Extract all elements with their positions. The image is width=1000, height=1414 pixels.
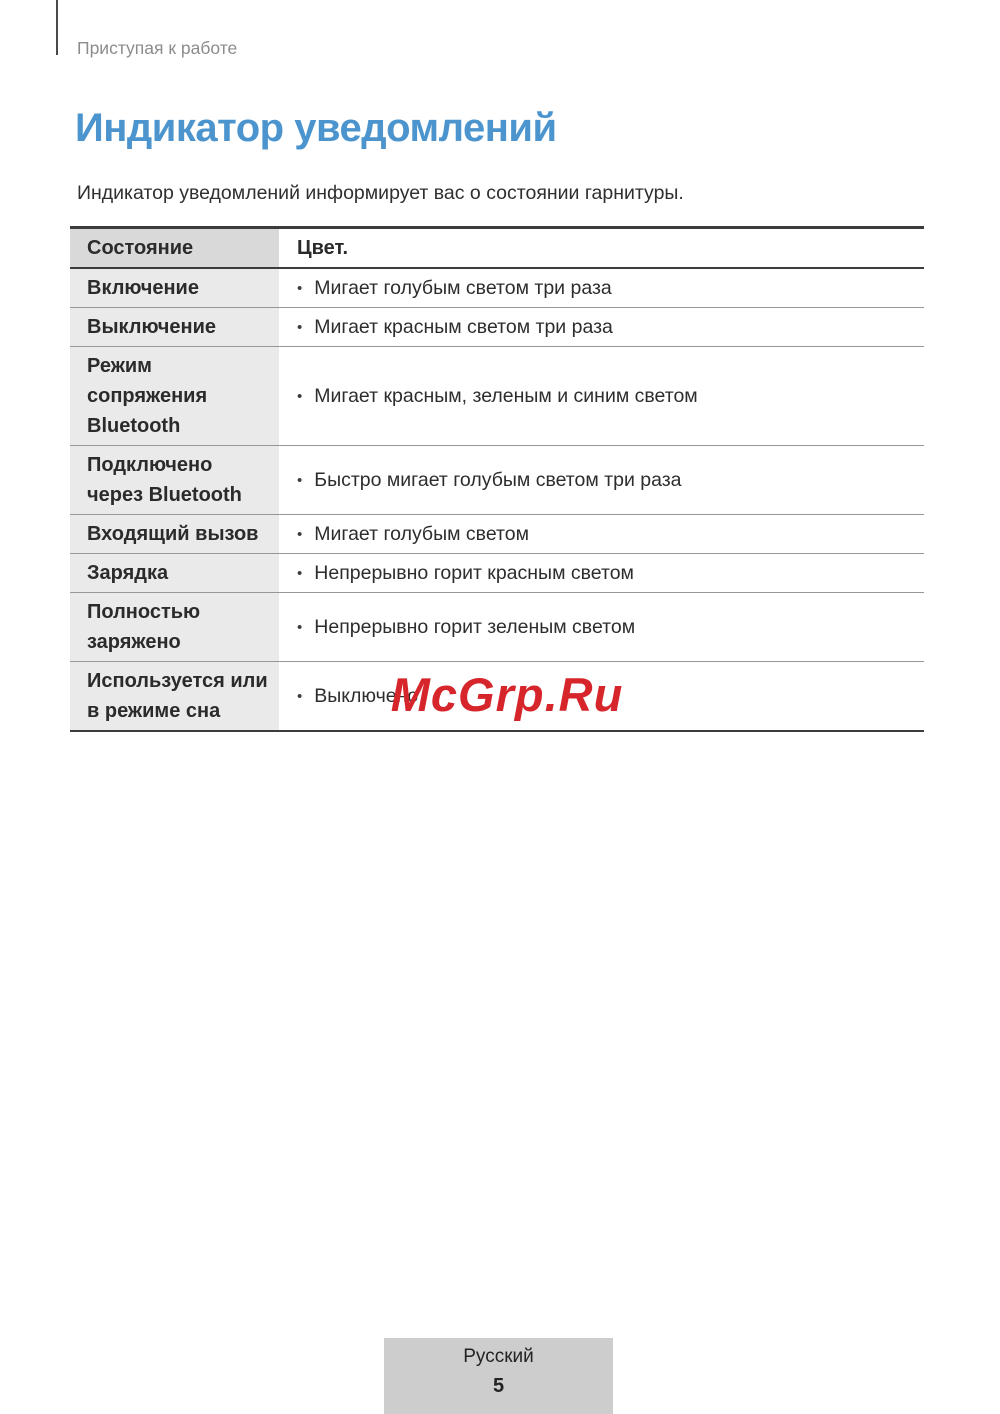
table-row xyxy=(70,346,924,445)
bullet-icon: • xyxy=(297,618,303,636)
page-footer xyxy=(384,1338,613,1414)
state-cell: Включение xyxy=(70,269,279,307)
table-row xyxy=(70,269,924,307)
color-description: Мигает голубым светом три раза xyxy=(314,276,612,299)
state-cell: Полностью заряжено xyxy=(70,593,279,661)
vertical-rule xyxy=(56,0,58,55)
breadcrumb: Приступая к работе xyxy=(77,38,238,58)
bullet-icon: • xyxy=(297,564,303,582)
page-title: Индикатор уведомлений xyxy=(75,106,557,150)
table-row xyxy=(70,553,924,592)
table-row xyxy=(70,307,924,346)
color-cell xyxy=(284,593,924,661)
bullet-icon: • xyxy=(297,687,303,705)
color-cell xyxy=(284,446,924,514)
color-description: Непрерывно горит зеленым светом xyxy=(314,615,636,638)
state-cell: Подключено через Bluetooth xyxy=(70,446,279,514)
color-cell xyxy=(284,269,924,307)
bullet-icon: • xyxy=(297,525,303,543)
state-cell: Режим сопряжения Bluetooth xyxy=(70,347,279,445)
watermark: McGrp.Ru xyxy=(390,668,624,721)
table-header-row xyxy=(70,229,924,269)
table-row xyxy=(70,514,924,553)
state-cell: Выключение xyxy=(70,308,279,346)
color-description: Мигает голубым светом xyxy=(314,522,529,545)
bullet-icon: • xyxy=(297,471,303,489)
language-label: Русский xyxy=(463,1346,534,1367)
color-description: Мигает красным светом три раза xyxy=(314,315,613,338)
bullet-icon: • xyxy=(297,387,303,405)
color-description: Мигает красным, зеленым и синим светом xyxy=(314,384,698,407)
bullet-icon: • xyxy=(297,279,303,297)
color-description: Непрерывно горит красным светом xyxy=(314,561,634,584)
status-table xyxy=(70,226,924,732)
color-description: Быстро мигает голубым светом три раза xyxy=(314,468,682,491)
bullet-icon: • xyxy=(297,318,303,336)
table-row xyxy=(70,592,924,661)
color-cell xyxy=(284,347,924,445)
color-description: Выключено xyxy=(314,684,419,707)
intro-paragraph: Индикатор уведомлений информирует вас о состоянии гарнитуры. xyxy=(77,182,684,204)
state-cell: Зарядка xyxy=(70,554,279,592)
table-row xyxy=(70,445,924,514)
state-cell: Используется или в режиме сна xyxy=(70,662,279,730)
column-header-color: Цвет. xyxy=(284,229,924,267)
column-header-state: Состояние xyxy=(70,229,279,267)
page-number: 5 xyxy=(492,1375,505,1397)
color-cell xyxy=(284,308,924,346)
color-cell xyxy=(284,515,924,553)
color-cell xyxy=(284,554,924,592)
state-cell: Входящий вызов xyxy=(70,515,279,553)
